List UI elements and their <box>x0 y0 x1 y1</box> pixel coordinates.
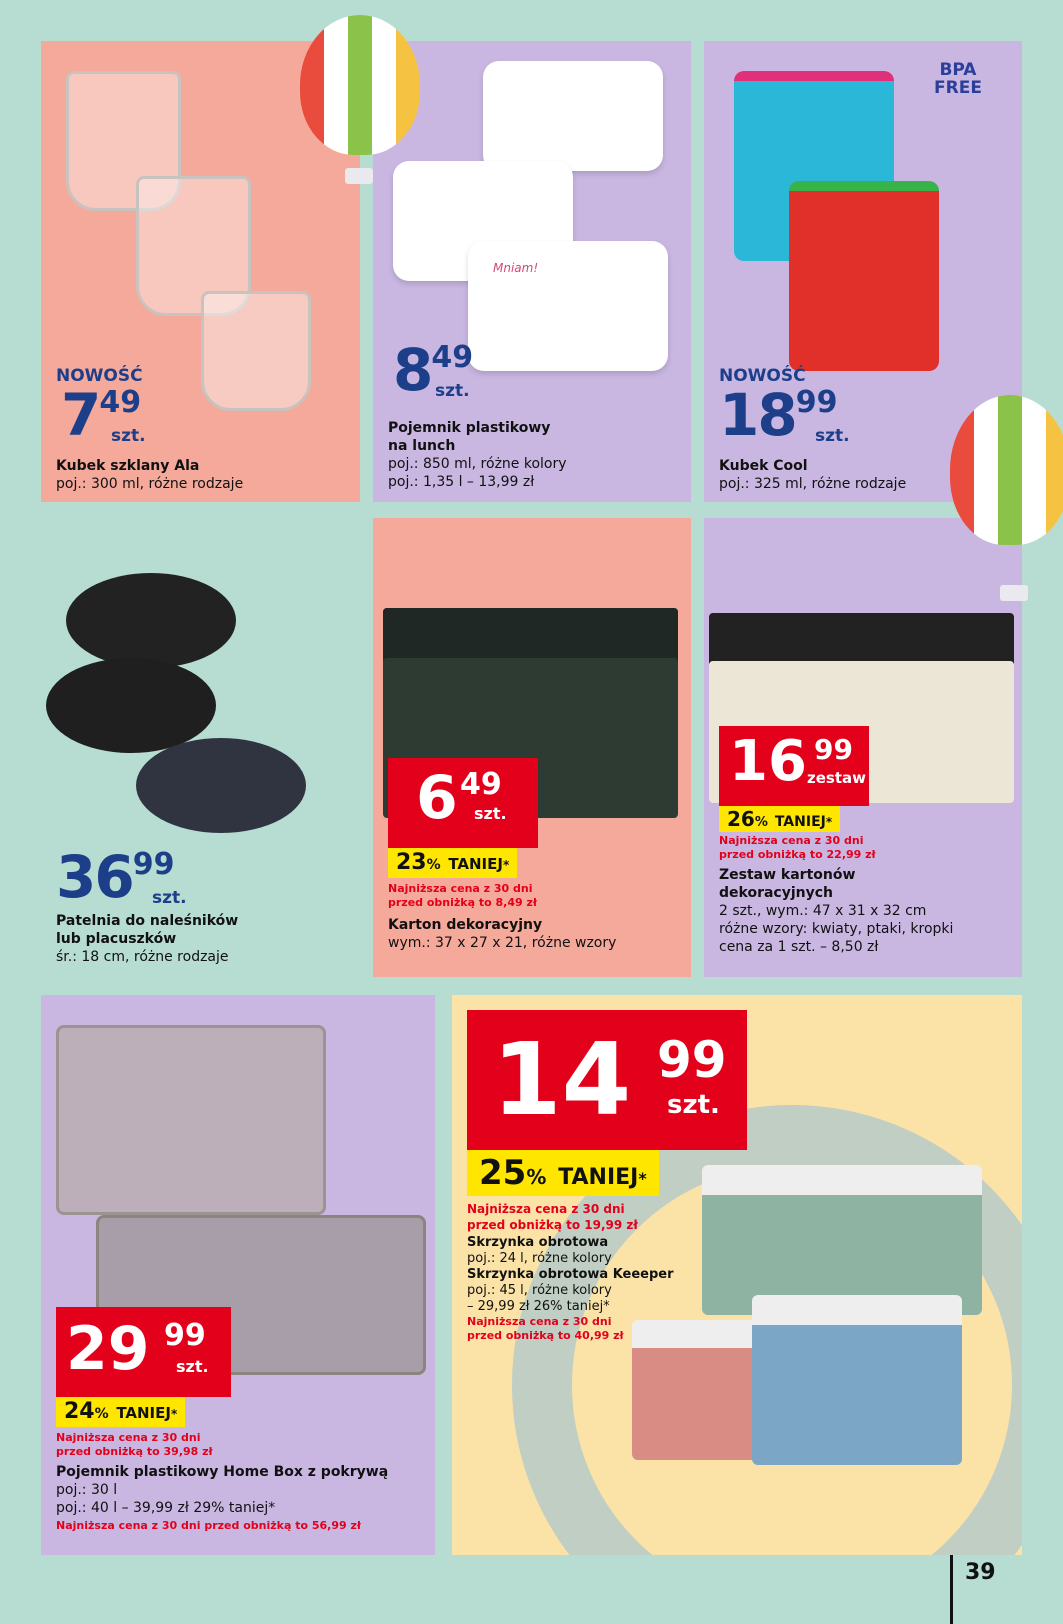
free-label: FREE <box>934 78 982 98</box>
discount-badge <box>388 848 517 878</box>
asterisk: * <box>825 815 833 829</box>
crate-image <box>702 1165 982 1315</box>
product-tile-lunch-box[interactable] <box>373 41 691 502</box>
price-decimal: 99 <box>132 847 175 882</box>
price-decimal: 49 <box>99 385 142 420</box>
lowest-price-note <box>467 1201 638 1233</box>
price-integer: 18 <box>719 381 796 449</box>
lowest-price-note <box>719 834 876 862</box>
glass-mug-image <box>201 291 311 411</box>
product-spec: 2 szt., wym.: 47 x 31 x 32 cm <box>719 903 927 919</box>
price-decimal: 99 <box>814 733 853 766</box>
crate-image <box>752 1295 962 1465</box>
price <box>61 381 146 449</box>
product-name: Pojemnik plastikowy <box>388 420 551 436</box>
product-name-alt: Skrzynka obrotowa Keeeper <box>467 1267 674 1282</box>
product-description <box>56 457 243 493</box>
page-number: 39 <box>965 1560 996 1585</box>
mug-image <box>789 181 939 371</box>
product-spec-patterns: różne wzory: kwiaty, ptaki, kropki <box>719 921 954 937</box>
container-image <box>56 1025 326 1215</box>
percent-sign: % <box>94 1406 109 1422</box>
price-decimal: 49 <box>460 767 502 802</box>
discount-label: TANIEJ <box>558 1165 639 1190</box>
discount-percent: 25 <box>479 1153 527 1193</box>
lunch-box-image <box>483 61 663 171</box>
page-number-divider <box>950 1555 953 1624</box>
bpa-label: BPA <box>939 60 977 80</box>
discount-badge <box>719 806 840 832</box>
discount-label: TANIEJ <box>116 1404 171 1422</box>
price-integer: 7 <box>61 381 100 449</box>
asterisk: * <box>170 1407 178 1421</box>
product-tile-decorative-box[interactable] <box>373 518 691 977</box>
note-line4: przed obniżką to 40,99 zł <box>467 1329 624 1342</box>
product-spec: śr.: 18 cm, różne rodzaje <box>56 949 229 965</box>
new-badge: NOWOŚĆ <box>56 366 143 386</box>
lunch-box-image <box>468 241 668 371</box>
product-name: Skrzynka obrotowa <box>467 1235 609 1250</box>
lowest-price-note-alt: Najniższa cena z 30 dni przed obniżką to 56,99 zł <box>56 1519 361 1532</box>
price-integer: 14 <box>492 1021 632 1138</box>
discount-label: TANIEJ <box>774 814 826 830</box>
price-box <box>388 758 538 848</box>
new-badge: NOWOŚĆ <box>719 366 806 386</box>
product-name: Zestaw kartonów <box>719 867 856 883</box>
product-description <box>56 912 238 966</box>
product-spec-alt: poj.: 40 l – 39,99 zł 29% taniej* <box>56 1500 276 1516</box>
price-unit: szt. <box>667 1090 720 1120</box>
note-line2: przed obniżką to 22,99 zł <box>719 848 876 861</box>
product-tile-box-set[interactable] <box>704 518 1022 977</box>
discount-percent: 23 <box>396 850 427 875</box>
product-description <box>388 916 616 952</box>
product-description <box>467 1235 674 1315</box>
product-spec: poj.: 325 ml, różne rodzaje <box>719 476 907 492</box>
lowest-price-note <box>388 882 537 910</box>
price-integer: 8 <box>393 336 432 404</box>
price-unit: szt. <box>474 804 507 823</box>
price-decimal: 99 <box>795 385 838 420</box>
unit-price: cena za 1 szt. – 8,50 zł <box>719 939 879 955</box>
discount-percent: 24 <box>64 1399 95 1424</box>
product-tile-pan[interactable] <box>41 518 360 977</box>
product-tile-storage-crate[interactable] <box>452 995 1022 1555</box>
price-decimal: 99 <box>657 1031 727 1089</box>
product-price-alt: – 29,99 zł 26% taniej* <box>467 1299 610 1314</box>
product-description <box>719 866 953 956</box>
price-integer: 6 <box>416 763 458 833</box>
price-integer: 36 <box>56 843 133 911</box>
price-box <box>467 1010 747 1150</box>
price <box>393 336 474 404</box>
percent-sign: % <box>426 857 441 873</box>
product-name: Kubek szklany Ala <box>56 458 200 474</box>
percent-sign: % <box>754 815 768 830</box>
note-line2: przed obniżką to 19,99 zł <box>467 1218 638 1232</box>
balloon-decoration <box>950 395 1063 545</box>
product-name-line2: lub placuszków <box>56 931 177 947</box>
note-line2: przed obniżką to 39,98 zł <box>56 1445 213 1458</box>
product-description <box>719 457 906 493</box>
product-name: Karton dekoracyjny <box>388 917 543 933</box>
discount-badge <box>467 1150 659 1196</box>
price-unit: szt. <box>176 1357 209 1376</box>
bpa-free-badge <box>934 61 982 97</box>
asterisk: * <box>638 1169 647 1188</box>
product-spec: poj.: 30 l <box>56 1482 118 1498</box>
product-name: Kubek Cool <box>719 458 808 474</box>
price-box <box>56 1307 231 1397</box>
price-box <box>719 726 869 806</box>
price-integer: 16 <box>729 729 807 794</box>
note-line1: Najniższa cena z 30 dni <box>467 1202 625 1216</box>
pan-image <box>46 658 216 753</box>
asterisk: * <box>502 858 510 872</box>
lowest-price-note-alt <box>467 1315 624 1343</box>
note-line2: przed obniżką to 8,49 zł <box>388 896 537 909</box>
discount-badge <box>56 1397 185 1427</box>
product-name: Pojemnik plastikowy Home Box z pokrywą <box>56 1464 389 1480</box>
product-spec: poj.: 850 ml, różne kolory <box>388 456 567 472</box>
discount-label: TANIEJ <box>448 855 503 873</box>
price-unit: szt. <box>152 888 187 908</box>
price-unit: szt. <box>435 381 470 401</box>
product-spec-alt: poj.: 1,35 l – 13,99 zł <box>388 474 535 490</box>
price-unit: zestaw <box>807 769 866 787</box>
note-line3: Najniższa cena z 30 dni <box>467 1315 612 1328</box>
balloon-basket <box>1000 585 1028 601</box>
percent-sign: % <box>526 1165 547 1189</box>
product-description <box>388 419 567 491</box>
box-print-text: Mniam! <box>493 261 539 275</box>
product-name-line2: na lunch <box>388 438 456 454</box>
price-decimal: 49 <box>431 340 474 375</box>
product-spec: poj.: 24 l, różne kolory <box>467 1251 612 1266</box>
lowest-price-note <box>56 1431 213 1459</box>
price-decimal: 99 <box>164 1318 206 1353</box>
discount-percent: 26 <box>727 807 755 831</box>
product-name-line2: dekoracyjnych <box>719 885 834 901</box>
pan-image <box>136 738 306 833</box>
balloon-basket <box>345 168 373 184</box>
product-description <box>56 1463 388 1517</box>
price-unit: szt. <box>111 426 146 446</box>
product-name: Patelnia do naleśników <box>56 913 239 929</box>
pan-image <box>66 573 236 668</box>
price <box>719 381 850 449</box>
product-tile-home-box[interactable] <box>41 995 435 1555</box>
note-line1: Najniższa cena z 30 dni <box>388 882 533 895</box>
note-line1: Najniższa cena z 30 dni <box>719 834 864 847</box>
note-line1: Najniższa cena z 30 dni <box>56 1431 201 1444</box>
price <box>56 843 187 911</box>
price-unit: szt. <box>815 426 850 446</box>
product-spec: wym.: 37 x 27 x 21, różne wzory <box>388 935 617 951</box>
product-spec-alt: poj.: 45 l, różne kolory <box>467 1283 612 1298</box>
balloon-decoration <box>300 15 420 155</box>
price-integer: 29 <box>66 1314 150 1384</box>
product-spec: poj.: 300 ml, różne rodzaje <box>56 476 244 492</box>
